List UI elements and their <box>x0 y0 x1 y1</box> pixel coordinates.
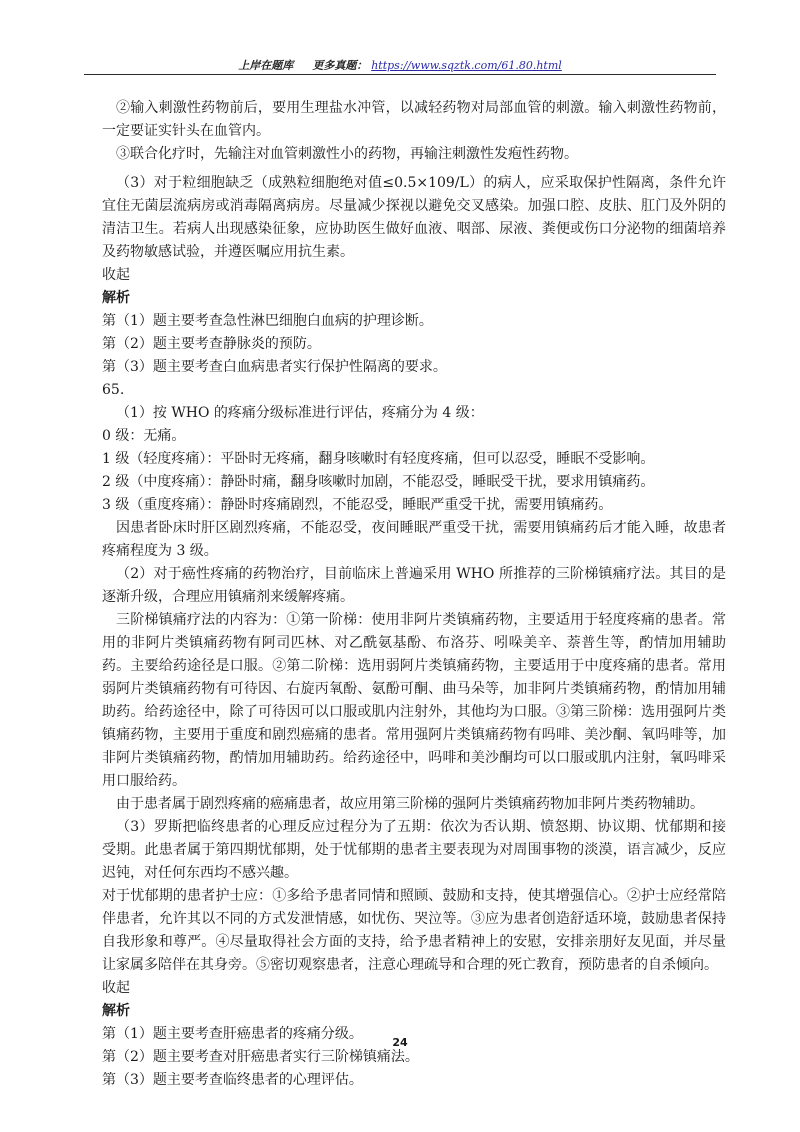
paragraph: 65. <box>102 382 125 398</box>
paragraph: （3）罗斯把临终患者的心理反应过程分为了五期：依次为否认期、愤怒期、协议期、忧郁期和接受期。此患者属于第四期忧郁期，处于忧郁期的患者主要表现为对周围事物的淡漠，语言减少，反应迟钝，对任何东西均不感兴趣。 <box>102 819 726 881</box>
paragraph: （1）按 WHO 的疼痛分级标准进行评估，疼痛分为 4 级： <box>116 405 484 421</box>
paragraph: （2）对于癌性疼痛的药物治疗，目前临床上普遍采用 WHO 所推荐的三阶梯镇痛疗法。其目的是逐渐升级，合理应用镇痛剂来缓解疼痛。 <box>102 566 726 605</box>
header-more-label: 更多真题： <box>312 59 368 72</box>
paragraph: （3）对于粒细胞缺乏（成熟粒细胞绝对值≤0.5×109/L）的病人，应采取保护性隔离，条件允许宜住无菌层流病房或消毒隔离病房。尽量减少探视以避免交叉感染。加强口腔、皮肤、肛门及外阴的清洁卫生。若病人出现感染征象，应协助医生做好血液、咽部、尿液、粪便或伤口分泌物的细菌培养及药物敏感试验，并遵医嘱应用抗生素。 <box>102 175 726 260</box>
document-body <box>102 97 726 1092</box>
paragraph: 三阶梯镇痛疗法的内容为：①第一阶梯：使用非阿片类镇痛药物，主要适用于轻度疼痛的患者。常用的非阿片类镇痛药物有阿司匹林、对乙酰氨基酚、布洛芬、吲哚美辛、萘普生等，酌情加用辅助药。主要给药途径是口服。②第二阶梯：选用弱阿片类镇痛药物，主要适用于中度疼痛的患者。常用弱阿片类镇痛药物有可待因、右旋丙氧酚、氨酚可酮、曲马朵等，加非阿片类镇痛药物，酌情加用辅助药。给药途径中，除了可待因可以口服或肌内注射外，其他均为口服。③第三阶梯：选用强阿片类镇痛药物，主要用于重度和剧烈癌痛的患者。常用强阿片类镇痛药物有吗啡、美沙酮、氧吗啡等，加非阿片类镇痛药物，酌情加用辅助药。给药途径中，吗啡和美沙酮均可以口服或肌内注射，氧吗啡采用口服给药。 <box>102 612 726 789</box>
paragraph: 第（1）题主要考查急性淋巴细胞白血病的护理诊断。 <box>102 313 433 329</box>
paragraph: ③联合化疗时，先输注对血管刺激性小的药物，再输注刺激性发疱性药物。 <box>116 146 578 162</box>
paragraph: ②输入刺激性药物前后，要用生理盐水冲管，以减轻药物对局部血管的刺激。输入刺激性药物前，一定要证实针头在血管内。 <box>102 100 726 139</box>
paragraph: 0 级：无痛。 <box>102 428 186 444</box>
paragraph: 第（2）题主要考查对肝癌患者实行三阶梯镇痛法。 <box>102 1049 419 1065</box>
paragraph: 第（1）题主要考查肝癌患者的疼痛分级。 <box>102 1026 363 1042</box>
collapse-link[interactable]: 收起 <box>102 980 130 996</box>
paragraph: 对于忧郁期的患者护士应：①多给予患者同情和照顾、鼓励和支持，使其增强信心。②护士应经常陪伴患者，允许其以不同的方式发泄情感，如忧伤、哭泣等。③应为患者创造舒适环境，鼓励患者保持自我形象和尊严。④尽量取得社会方面的支持，给予患者精神上的安慰，安排亲朋好友见面，并尽量让家属多陪伴在其身旁。⑤密切观察患者，注意心理疏导和合理的死亡教育，预防患者的自杀倾向。 <box>102 888 726 973</box>
paragraph: 第（2）题主要考查静脉炎的预防。 <box>102 336 321 352</box>
paragraph: 因患者卧床时肝区剧烈疼痛，不能忍受，夜间睡眠严重受干扰，需要用镇痛药后才能入睡，故患者疼痛程度为 3 级。 <box>102 520 726 559</box>
paragraph: 第（3）题主要考查临终患者的心理评估。 <box>102 1072 363 1088</box>
header-divider <box>84 74 716 75</box>
paragraph: 第（3）题主要考查白血病患者实行保护性隔离的要求。 <box>102 359 447 375</box>
paragraph: 由于患者属于剧烈疼痛的癌痛患者，故应用第三阶梯的强阿片类镇痛药物加非阿片类药物辅助。 <box>116 796 704 812</box>
paragraph: 1 级（轻度疼痛）：平卧时无疼痛，翻身咳嗽时有轻度疼痛，但可以忍受，睡眠不受影响。 <box>102 451 655 467</box>
header-library-name: 上岸在题库 <box>238 59 294 72</box>
page-number: 24 <box>392 1036 408 1049</box>
header-url-link[interactable]: https://www.sqztk.com/61.80.html <box>371 59 562 72</box>
collapse-link[interactable]: 收起 <box>102 267 130 283</box>
paragraph: 2 级（中度疼痛）：静卧时痛，翻身咳嗽时加剧，不能忍受，睡眠受干扰，要求用镇痛药。 <box>102 474 655 490</box>
page-header <box>84 54 716 78</box>
analysis-heading: 解析 <box>102 1003 130 1019</box>
analysis-heading: 解析 <box>102 290 130 306</box>
header-text <box>84 57 716 73</box>
paragraph: 3 级（重度疼痛）：静卧时疼痛剧烈，不能忍受，睡眠严重受干扰，需要用镇痛药。 <box>102 497 613 513</box>
